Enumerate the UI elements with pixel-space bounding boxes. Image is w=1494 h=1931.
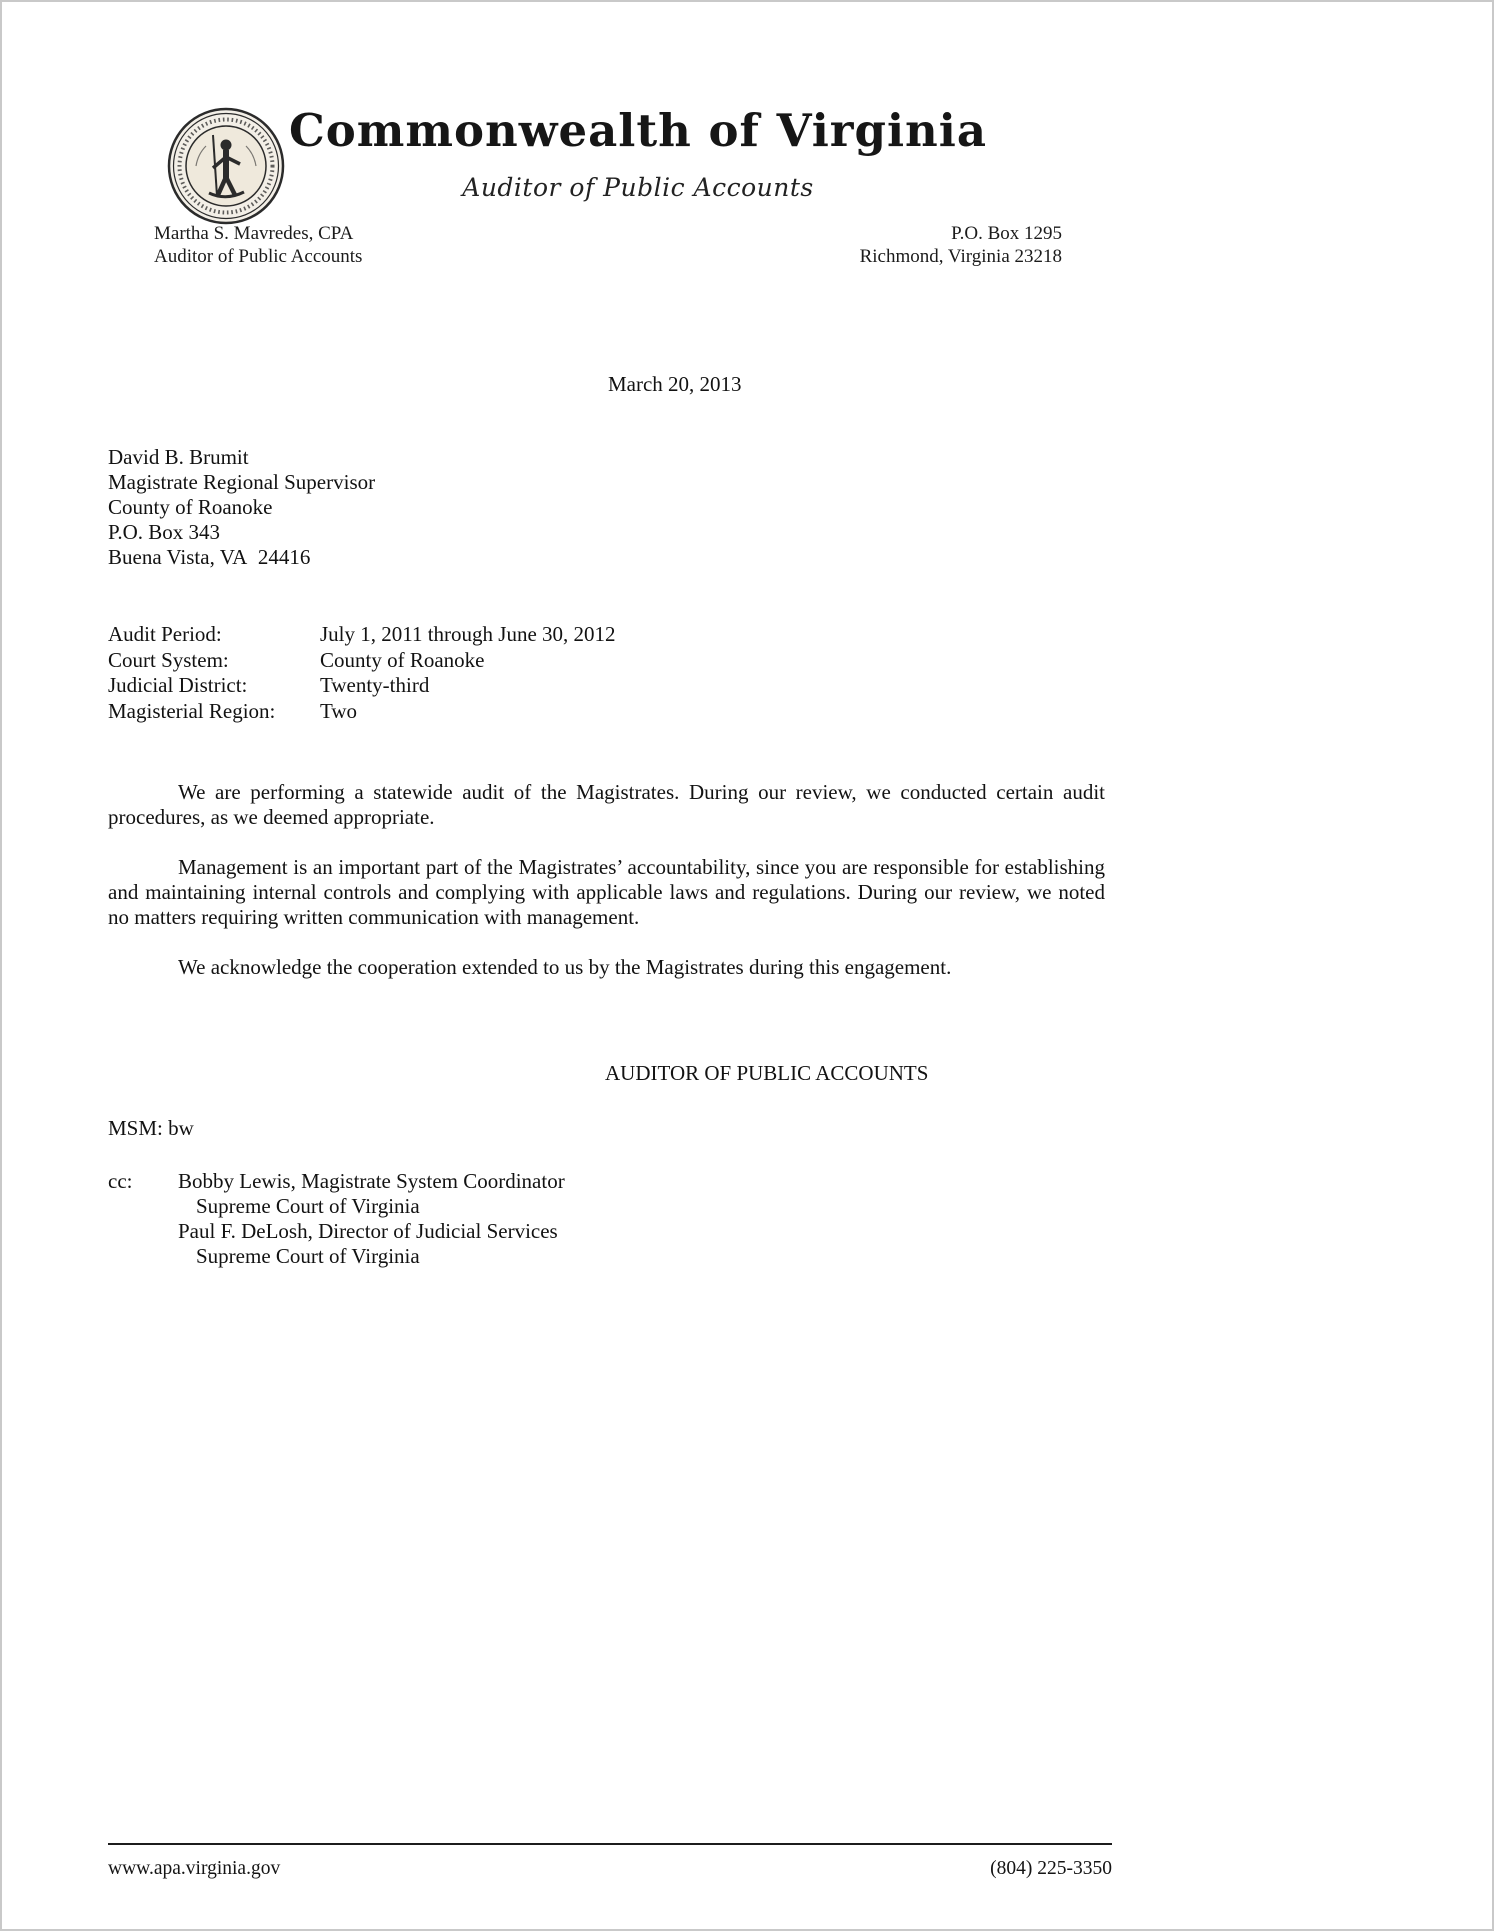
audit-info-row	[108, 622, 1108, 648]
cc-label: cc:	[108, 1168, 133, 1193]
official-title: Auditor of Public Accounts	[154, 246, 363, 267]
org-subtitle: Auditor of Public Accounts	[462, 173, 814, 202]
reference-initials: MSM: bw	[108, 1115, 194, 1140]
letter-content	[108, 2, 1108, 1269]
org-name: Commonwealth of Virginia	[288, 104, 988, 157]
audit-info-label: Magisterial Region:	[108, 698, 276, 723]
recipient-block	[108, 445, 1108, 570]
letterhead	[108, 104, 1108, 284]
signature-org: AUDITOR OF PUBLIC ACCOUNTS	[605, 1060, 929, 1085]
official-name: Martha S. Mavredes, CPA	[154, 223, 354, 244]
recipient-address1: P.O. Box 343	[108, 520, 221, 544]
audit-info-row	[108, 673, 1108, 699]
audit-info-table	[108, 622, 1108, 724]
office-address-line1: P.O. Box 1295	[951, 223, 1062, 244]
audit-info-value: Twenty-third	[320, 673, 430, 697]
virginia-state-seal-icon	[166, 106, 286, 226]
cc-line: Supreme Court of Virginia	[196, 1243, 420, 1268]
recipient-title: Magistrate Regional Supervisor	[108, 470, 376, 494]
cc-line: Paul F. DeLosh, Director of Judicial Services	[178, 1218, 558, 1243]
audit-info-label: Judicial District:	[108, 673, 248, 697]
audit-info-value: Two	[320, 698, 358, 723]
cc-line: Bobby Lewis, Magistrate System Coordinator	[178, 1168, 565, 1193]
cc-lines	[178, 1169, 565, 1269]
audit-info-label: Audit Period:	[108, 622, 222, 646]
footer-website: www.apa.virginia.gov	[108, 1858, 281, 1879]
letter-date: March 20, 2013	[608, 372, 742, 396]
body-paragraph-1: We are performing a statewide audit of the Magistrates. During our review, we conducted certain audit procedures, as we deemed appropriate.	[108, 780, 1105, 830]
cc-block	[108, 1169, 1108, 1269]
audit-info-row	[108, 648, 1108, 674]
body-paragraph-2: Management is an important part of the Magistrates’ accountability, since you are responsible for establishing and maintaining internal controls and complying with applicable laws and regulations. During our review, we noted no matters requiring written communication with management.	[108, 854, 1105, 930]
cc-line: Supreme Court of Virginia	[196, 1193, 420, 1218]
recipient-name: David B. Brumit	[108, 445, 249, 469]
letterhead-info-row	[108, 222, 1108, 268]
office-address	[860, 222, 1062, 268]
footer-phone: (804) 225-3350	[990, 1858, 1112, 1879]
official-block	[154, 222, 362, 268]
audit-info-row	[108, 699, 1108, 725]
page-footer	[108, 1843, 1112, 1880]
audit-info-value: County of Roanoke	[320, 647, 485, 672]
body-paragraph-3: We acknowledge the cooperation extended to us by the Magistrates during this engagement.	[178, 955, 952, 980]
office-address-line2: Richmond, Virginia 23218	[859, 246, 1062, 267]
recipient-org: County of Roanoke	[108, 495, 273, 519]
audit-info-label: Court System:	[108, 647, 229, 672]
audit-info-value: July 1, 2011 through June 30, 2012	[320, 622, 616, 646]
recipient-address2: Buena Vista, VA 24416	[108, 545, 311, 569]
